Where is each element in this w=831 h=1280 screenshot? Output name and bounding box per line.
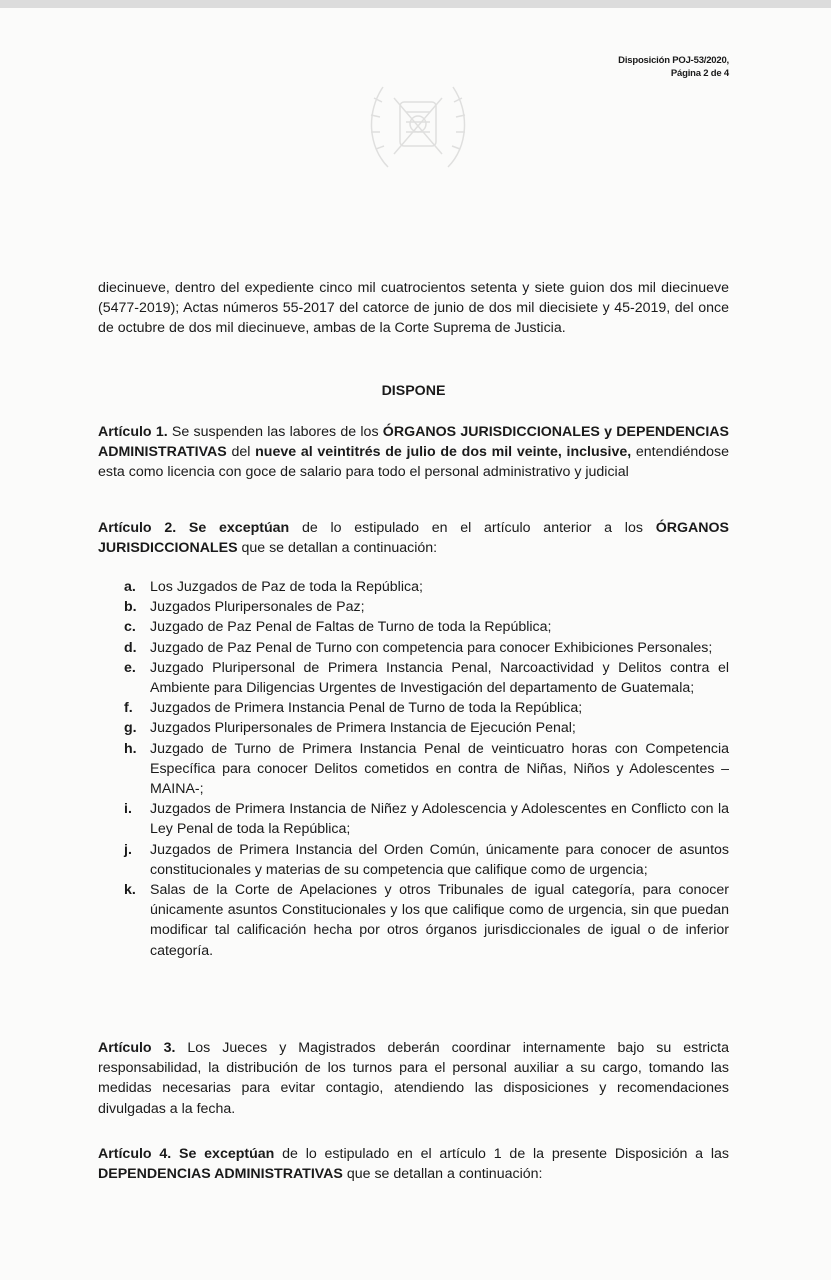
- article-4-text-2: que se detallan a continuación:: [342, 1166, 543, 1183]
- list-text: Juzgados Pluripersonales de Paz;: [150, 599, 365, 616]
- article-3-text: Los Jueces y Magistrados deberán coordinar internamente bajo su estricta responsabilidad, la distribución de los turnos para el personal auxiliar a su cargo, tomando las medidas necesarias para evitar contagio, atendiendo las disposiciones y recomendaciones divulgadas a la fecha.: [98, 1040, 729, 1117]
- list-item: [124, 638, 729, 658]
- list-letter: d.: [124, 639, 137, 656]
- list-letter: g.: [124, 720, 137, 737]
- list-item: [124, 718, 729, 738]
- list-text: Juzgados Pluripersonales de Primera Instancia de Ejecución Penal;: [150, 720, 576, 737]
- list-text: Juzgado Pluripersonal de Primera Instancia Penal, Narcoactividad y Delitos contra el Ambiente para Diligencias Urgentes de Investigación del departamento de Guatemala;: [150, 659, 729, 697]
- list-text: Salas de la Corte de Apelaciones y otros Tribunales de igual categoría, para conocer únicamente asuntos Constitucionales y los que califique como de urgencia, sin que puedan modificar tal calificación hecha por otros órganos jurisdiccionales de igual o de inferior categoría.: [150, 882, 729, 959]
- list-letter: c.: [124, 619, 136, 636]
- exceptions-list: [124, 577, 729, 961]
- article-2-bold-1: ÓRGANOS JURISDICCIONALES: [98, 520, 729, 557]
- list-letter: a.: [124, 579, 136, 595]
- list-text: Juzgado de Paz Penal de Turno con competencia para conocer Exhibiciones Personales;: [150, 639, 713, 656]
- list-letter: f.: [124, 700, 133, 717]
- list-text: Juzgados de Primera Instancia de Niñez y Adolescencia y Adolescentes en Conflicto con la Ley Penal de toda la República;: [150, 801, 729, 838]
- article-1: [98, 422, 729, 483]
- article-3-label: Artículo 3.: [98, 1040, 176, 1056]
- document-page: [0, 8, 831, 1280]
- coat-of-arms-watermark-icon: [358, 72, 478, 177]
- list-text: Los Juzgados de Paz de toda la República;: [150, 579, 423, 595]
- article-1-bold-1: ÓRGANOS JURISDICCIONALES y DEPENDENCIAS ADMINISTRATIVAS: [98, 424, 730, 461]
- article-1-label: Artículo 1.: [98, 424, 168, 440]
- list-item: [124, 617, 729, 637]
- top-edge: [0, 0, 831, 8]
- list-item: [124, 658, 729, 698]
- list-item: [124, 739, 729, 800]
- list-item: [124, 799, 729, 839]
- article-2-label: Artículo 2. Se exceptúan: [98, 520, 290, 536]
- article-4-text-1: de lo estipulado en el artículo 1 de la presente Disposición a las: [274, 1146, 729, 1162]
- article-1-text-1: Se suspenden las labores de los: [167, 424, 383, 440]
- list-text: Juzgados de Primera Instancia del Orden Común, únicamente para conocer de asuntos constitucionales y materias de su competencia que califique como de urgencia;: [150, 841, 729, 878]
- list-letter: k.: [124, 882, 136, 899]
- page-header: [618, 54, 729, 80]
- article-4: [98, 1144, 729, 1184]
- article-2-text-2: que se detallan a continuación:: [237, 540, 438, 557]
- list-text: Juzgado de Paz Penal de Faltas de Turno de toda la República;: [150, 619, 552, 636]
- article-2-text-1: de lo estipulado en el artículo anterior a los: [289, 520, 656, 536]
- list-item: [124, 698, 729, 718]
- list-item: [124, 880, 729, 961]
- list-item: [124, 597, 729, 617]
- article-3: [98, 1038, 729, 1119]
- list-item: [124, 840, 729, 880]
- intro-paragraph: diecinueve, dentro del expediente cinco mil cuatrocientos setenta y siete guion dos mil diecinueve (5477-2019); Actas números 55-2017 del catorce de junio de dos mil diecisiete y 45-2019, del once de octubre de dos mil diecinueve, ambas de la Corte Suprema de Justicia.: [98, 280, 729, 337]
- list-text: Juzgados de Primera Instancia Penal de Turno de toda la República;: [150, 700, 583, 717]
- list-letter: b.: [124, 599, 137, 616]
- disposition-number: Disposición POJ-53/2020,: [618, 55, 729, 66]
- list-letter: h.: [124, 740, 137, 757]
- article-1-text-2: del: [226, 444, 256, 461]
- list-item: [124, 577, 729, 597]
- article-2: [98, 518, 729, 558]
- article-1-bold-2: nueve al veintitrés de julio de dos mil veinte, inclusive,: [255, 444, 632, 461]
- list-letter: i.: [124, 801, 132, 818]
- list-letter: j.: [124, 841, 132, 858]
- article-1-text-3: entendiéndose esta como licencia con goce de salario para todo el personal administrativo y judicial: [98, 444, 729, 481]
- page-number: Página 2 de 4: [670, 68, 729, 79]
- article-4-bold-1: DEPENDENCIAS ADMINISTRATIVAS: [98, 1166, 343, 1183]
- list-text: Juzgado de Turno de Primera Instancia Penal de veinticuatro horas con Competencia Específica para conocer Delitos cometidos en contra de Niñas, Niños y Adolescentes –MAINA-;: [150, 740, 729, 798]
- article-4-label: Artículo 4. Se exceptúan: [98, 1146, 275, 1162]
- section-heading: DISPONE: [381, 383, 446, 399]
- list-letter: e.: [124, 659, 136, 676]
